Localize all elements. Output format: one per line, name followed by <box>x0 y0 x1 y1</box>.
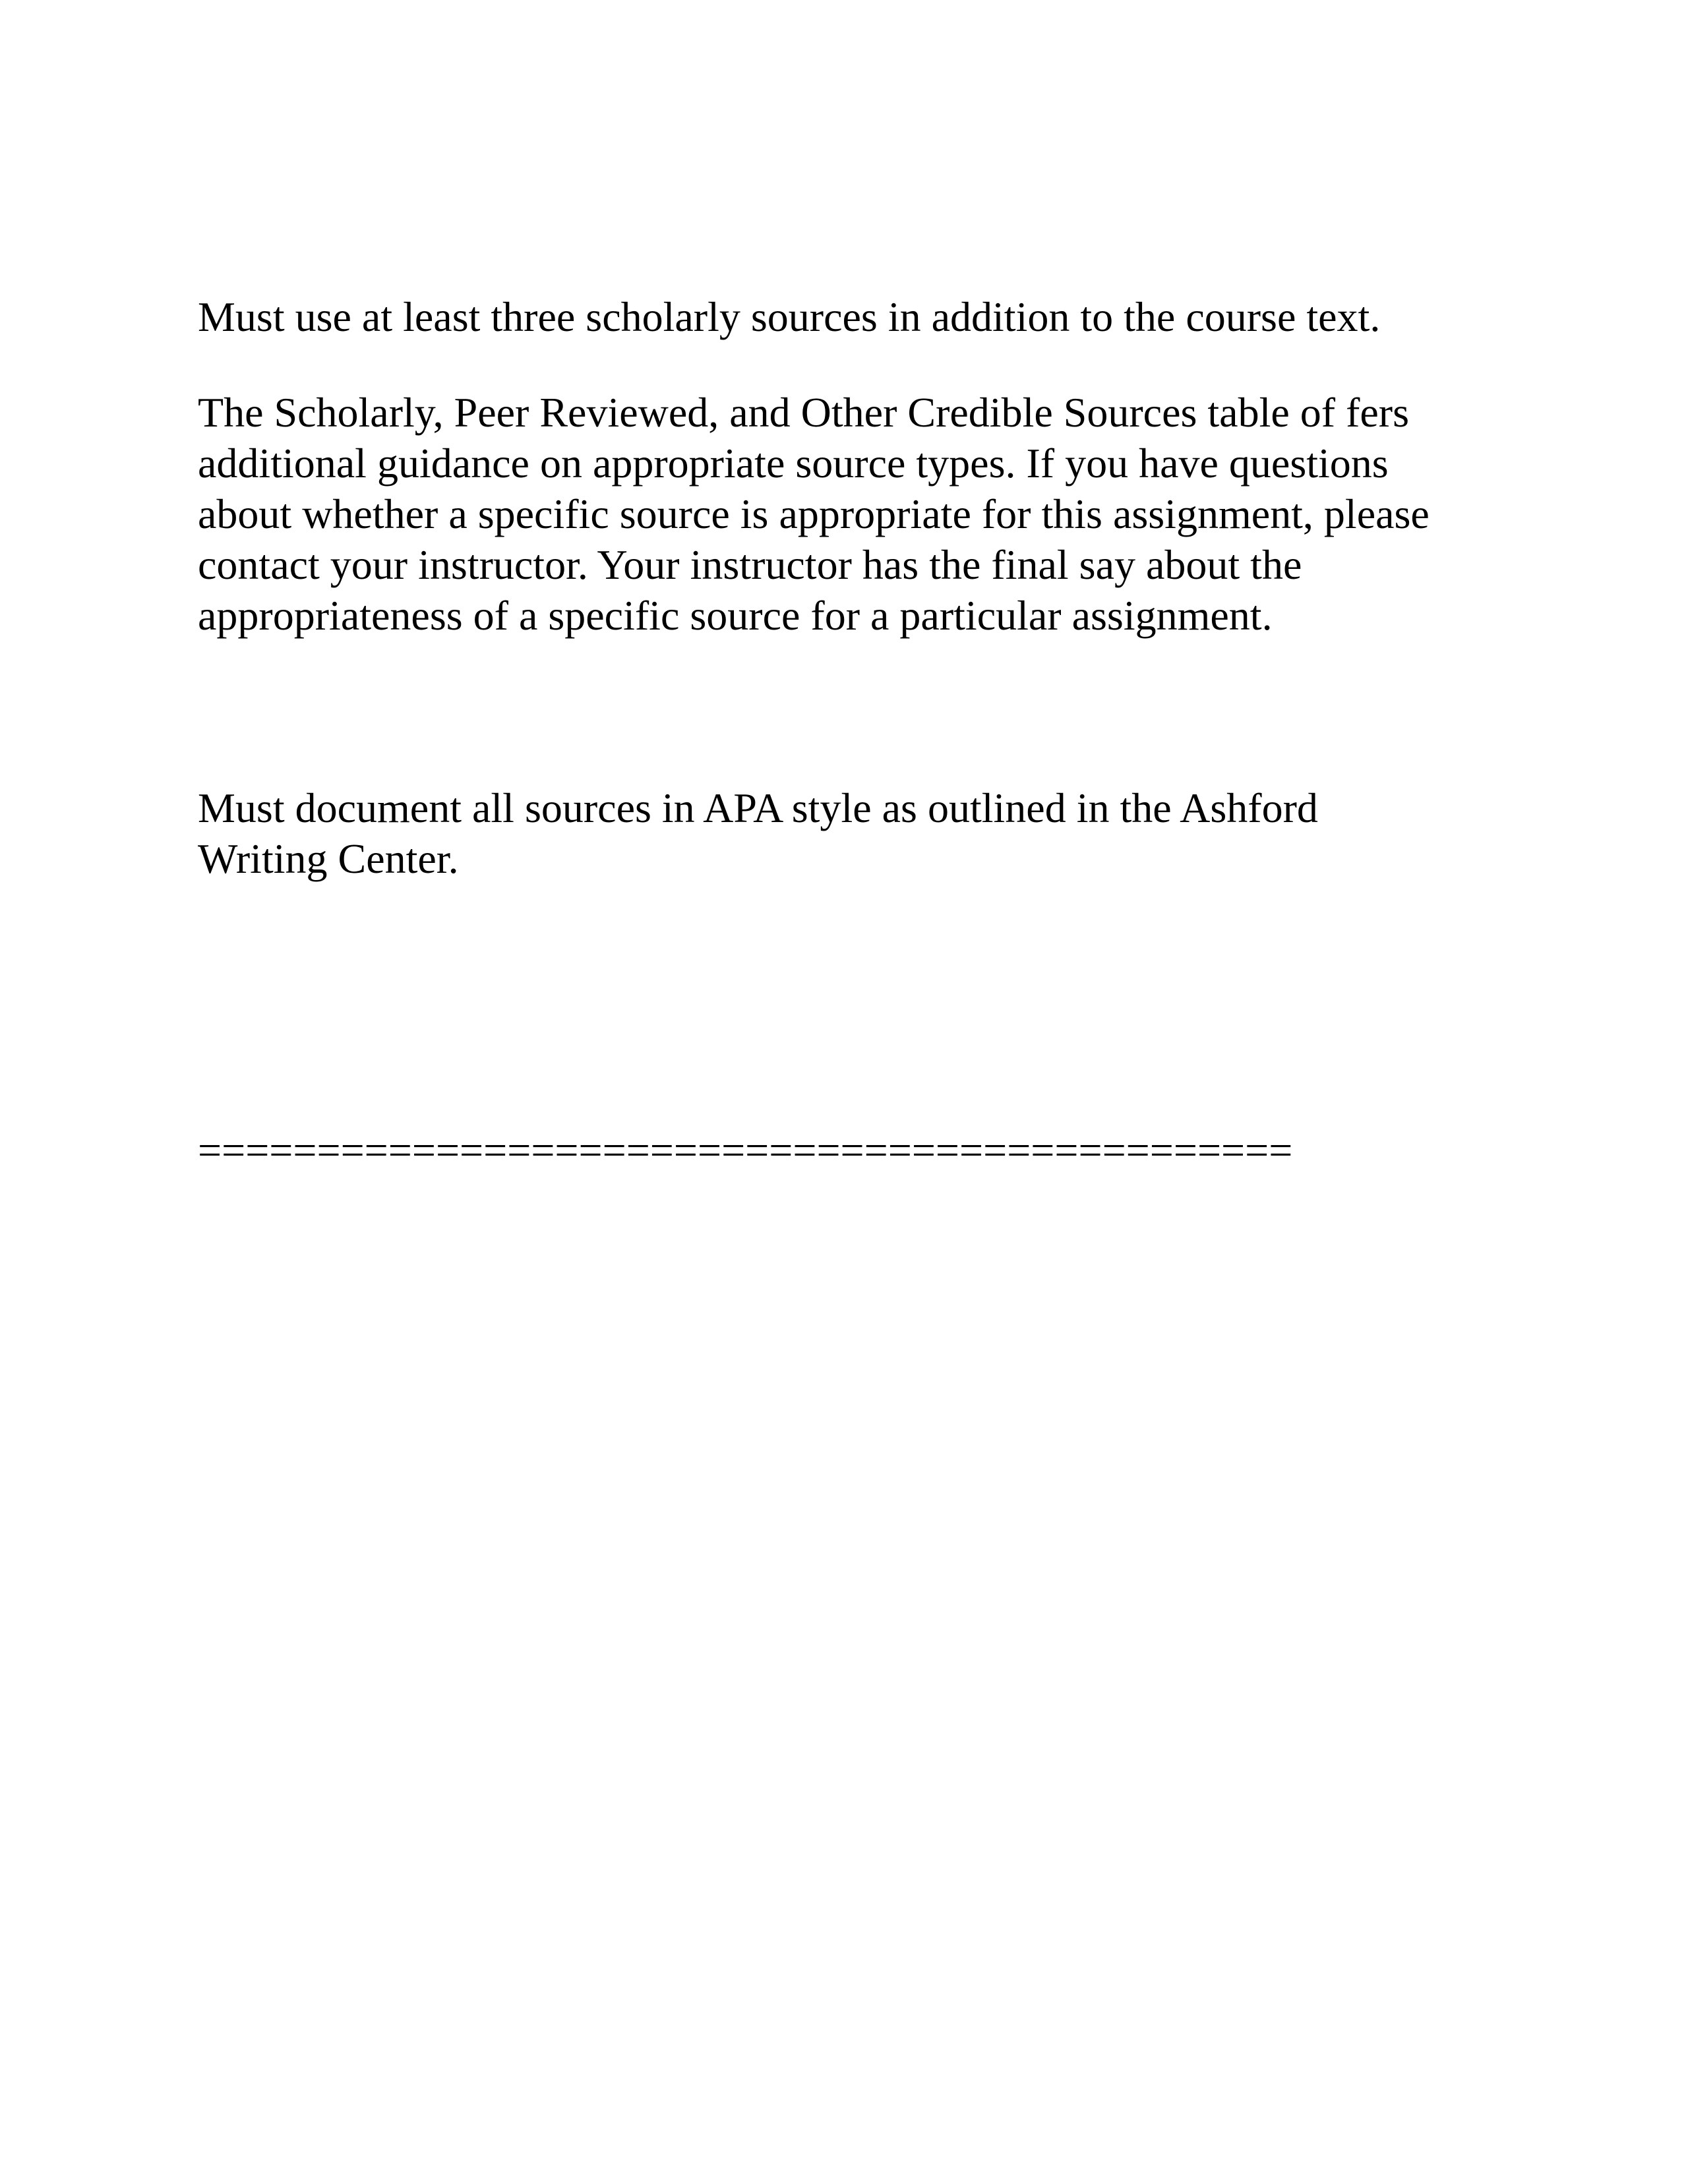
paragraph-apa-style: Must document all sources in APA style as outlined in the Ashford Writing Center. <box>198 784 1318 882</box>
paragraph-source-guidance: The Scholarly, Peer Reviewed, and Other Credible Sources table of fers additional guidance on appropriate source types. If you have questions about whether a specific source is appropriate for this assignment, please contact your instructor. Your instructor has the final say about the appropriateness of a specific source for a particular assignment. <box>198 389 1430 639</box>
paragraph-source-requirement: Must use at least three scholarly sources in addition to the course text. <box>198 293 1381 340</box>
separator-line: ============================================== <box>198 1127 1293 1173</box>
document-body <box>198 291 1517 1175</box>
